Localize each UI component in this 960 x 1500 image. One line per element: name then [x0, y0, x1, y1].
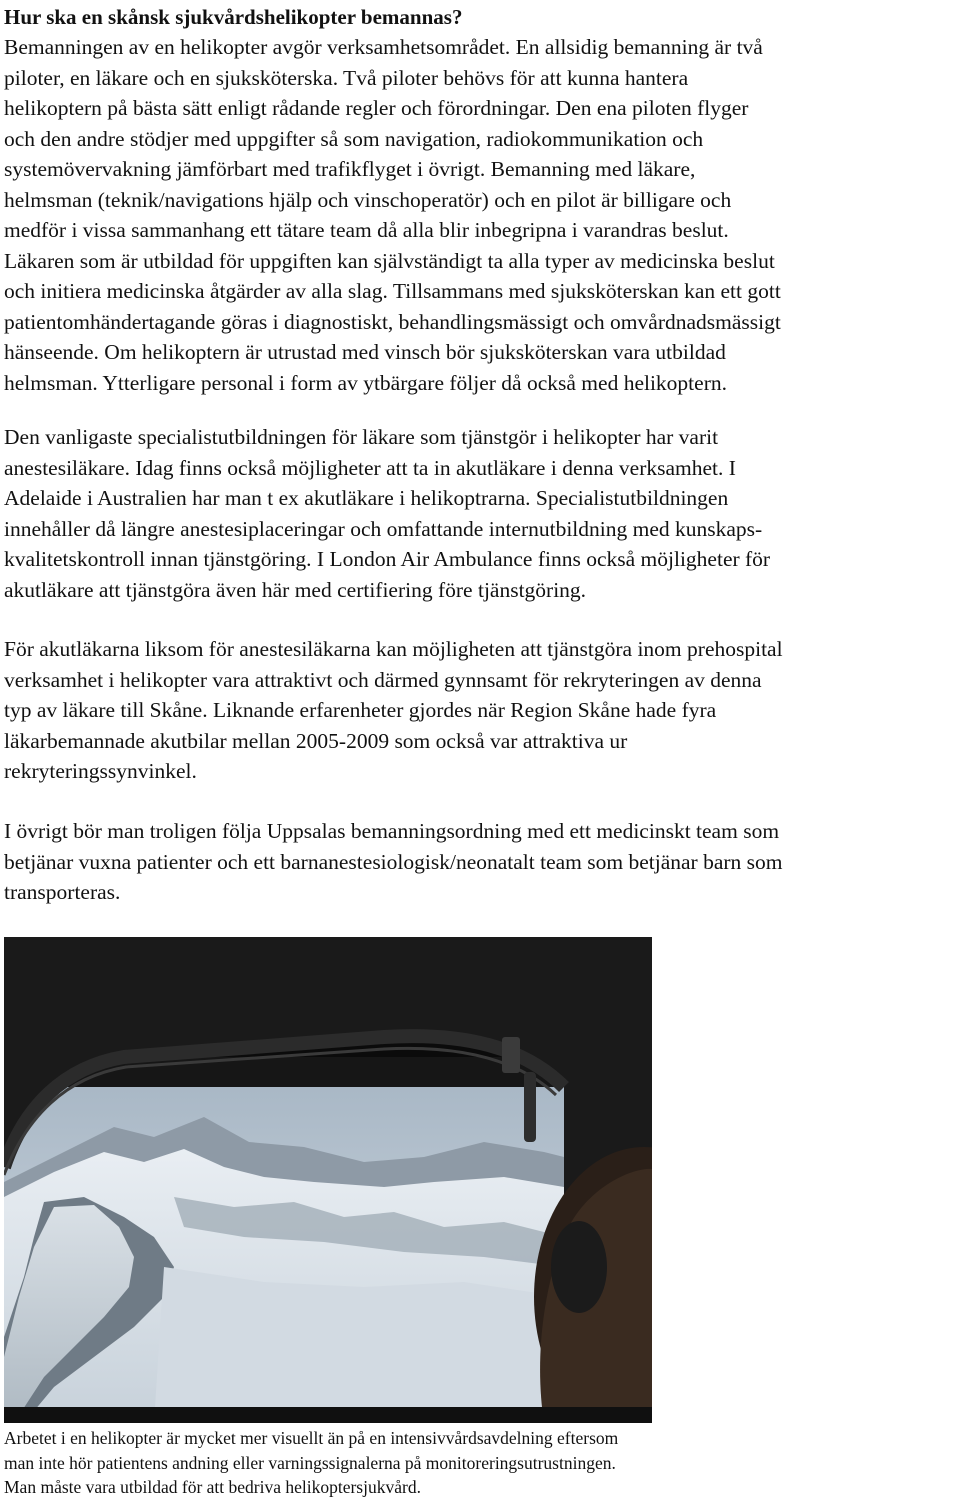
paragraph-recruitment	[4, 634, 956, 787]
paragraph-line: rekryteringssynvinkel.	[4, 759, 197, 783]
paragraph-line: hänseende. Om helikoptern är utrustad med vinsch bör sjuksköterskan vara utbildad	[4, 340, 726, 364]
paragraph-line: Adelaide i Australien har man t ex akutläkare i helikoptrarna. Specialistutbildningen	[4, 486, 729, 510]
paragraph-line: Läkaren som är utbildad för uppgiften kan självständigt ta alla typer av medicinska beslut	[4, 248, 775, 273]
paragraph-staffing	[4, 32, 956, 398]
paragraph-line: läkarbemannade akutbilar mellan 2005-2009 som också var attraktiva ur	[4, 728, 628, 753]
paragraph-line: I övrigt bör man troligen följa Uppsalas bemanningsordning med ett medicinskt team som	[4, 819, 780, 843]
paragraph-line: Den vanligaste specialistutbildningen för läkare som tjänstgör i helikopter har varit	[4, 425, 719, 449]
paragraph-line: och den andre stödjer med uppgifter så som navigation, radiokommunikation och	[4, 126, 704, 151]
paragraph-specialists	[4, 422, 956, 605]
paragraph-line: piloter, en läkare och en sjuksköterska. Två piloter behövs för att kunna hantera	[4, 65, 689, 90]
paragraph-line: betjänar vuxna patienter och ett barnanestesiologisk/neonatalt team som betjänar barn som	[4, 849, 783, 874]
paragraph-line: helmsman (teknik/navigations hjälp och vinschoperatör) och en pilot är billigare och	[4, 187, 732, 212]
document-title: Hur ska en skånsk sjukvårdshelikopter bemannas?	[4, 5, 463, 29]
caption-line: Arbetet i en helikopter är mycket mer visuellt än på en intensivvårdsavdelning eftersom	[4, 1428, 619, 1448]
helicopter-window-photo	[4, 937, 652, 1423]
caption-line: man inte hör patientens andning eller varningssignalerna på monitoreringsutrustningen.	[4, 1452, 616, 1473]
paragraph-line: helikoptern på bästa sätt enligt rådande regler och förordningar. Den ena piloten flyger	[4, 96, 749, 120]
paragraph-line: transporteras.	[4, 880, 121, 904]
paragraph-line: typ av läkare till Skåne. Liknande erfarenheter gjordes när Region Skåne hade fyra	[4, 698, 717, 722]
paragraph-line: Bemanningen av en helikopter avgör verksamhetsområdet. En allsidig bemanning är två	[4, 35, 763, 59]
paragraph-line: patientomhändertagande göras i diagnostiskt, behandlingsmässigt och omvårdnadsmässigt	[4, 309, 781, 334]
paragraph-line: innehåller då längre anestesiplaceringar och omfattande internutbildning med kunskaps-	[4, 516, 763, 541]
paragraph-line: medför i vissa sammanhang ett tätare team då alla blir inbegripna i varandras beslut.	[4, 218, 729, 242]
paragraph-line: systemövervakning jämförbart med trafikflyget i övrigt. Bemanning med läkare,	[4, 157, 696, 181]
paragraph-line: helmsman. Ytterligare personal i form av ytbärgare följer då också med helikoptern.	[4, 370, 727, 395]
photo-caption	[4, 1426, 618, 1500]
caption-line: Man måste vara utbildad för att bedriva helikoptersjukvård.	[4, 1477, 421, 1497]
paragraph-uppsala-model	[4, 816, 956, 908]
paragraph-line: verksamhet i helikopter vara attraktivt och därmed gynnsamt för rekryteringen av denna	[4, 667, 762, 692]
paragraph-line: akutläkare att tjänstgöra även här med certifiering före tjänstgöring.	[4, 577, 587, 602]
paragraph-line: anestesiläkare. Idag finns också möjligheter att ta in akutläkare i denna verksamhet. I	[4, 455, 736, 480]
paragraph-line: och initiera medicinska åtgärder av alla slag. Tillsammans med sjuksköterskan kan ett gott	[4, 279, 781, 303]
paragraph-line: För akutläkarna liksom för anestesiläkarna kan möjligheten att tjänstgöra inom prehospital	[4, 637, 783, 661]
paragraph-line: kvalitetskontroll innan tjänstgöring. I London Air Ambulance finns också möjligheter för	[4, 547, 771, 571]
